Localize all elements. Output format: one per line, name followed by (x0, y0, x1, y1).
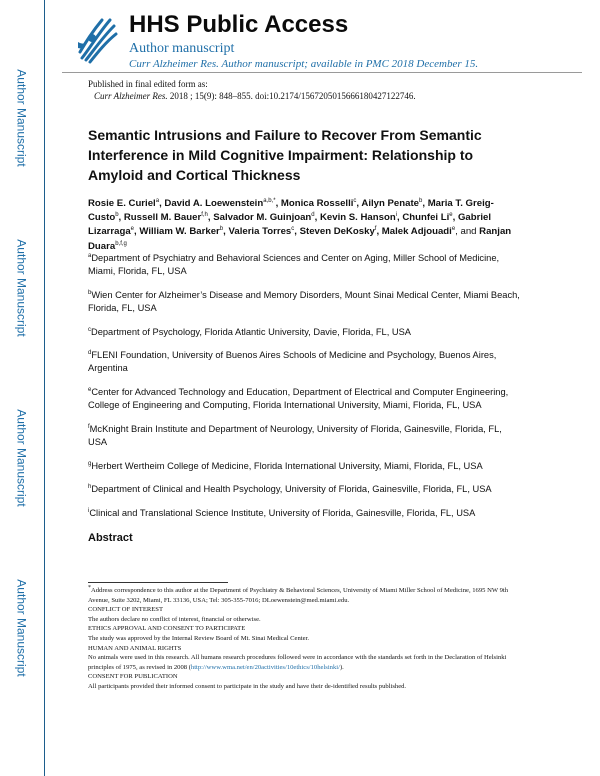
publication-info (88, 78, 416, 102)
author (300, 226, 377, 237)
affiliation (88, 326, 520, 339)
author-affiliation-sup: a,b,* (263, 197, 276, 204)
author-affiliation-sup: e (449, 212, 453, 219)
page-title: HHS Public Access (129, 11, 349, 38)
consent-text: All participants provided their informed consent to participate in the study and have their de-identified results published. (88, 682, 407, 690)
affiliation-text: Wien Center for Alzheimer’s Disease and Memory Disorders, Mount Sinai Medical Center, Miami Beach, Florida, FL, USA (88, 289, 520, 313)
human-rights-text: No animals were used in this research. All humans research procedures followed were in accordance with the standards set forth in the Declaration of Helsinki principles of 1975, as revised in 2008 ( (88, 654, 507, 671)
affiliation-sup: c (88, 326, 91, 333)
affiliation-sup: f (88, 423, 90, 430)
header-subtitle: Author manuscript (129, 41, 235, 56)
human-rights-text-end: ). (339, 663, 344, 671)
conflict-text: The authors declare no conflict of interest, financial or otherwise. (88, 615, 261, 623)
hhs-header (62, 8, 582, 74)
header-journal-line (129, 58, 478, 70)
affiliation (88, 349, 520, 375)
correspondence-text: Address correspondence to this author at the Department of Psychiatry & Behavioral Sciences, University of Miami Miller School of Medicine, 1695 NW 9th Avenue, Suite 3202, Miami, FL 33136, USA; Tel: 305-355-7016; DLoewenstein@med.miami.edu. (88, 587, 509, 604)
citation-details: 2018 ; 15(9): 848–855. doi:10.2174/1567205015666180427122746. (167, 91, 416, 101)
author-affiliation-sup: e (130, 226, 135, 233)
sidebar-label-text: Author Manuscript (15, 409, 30, 507)
affiliation (88, 386, 520, 412)
author (361, 198, 422, 209)
author-affiliation-sup: d (311, 212, 315, 219)
author-name: Valeria Torres (228, 226, 292, 238)
author (281, 198, 357, 209)
author-affiliation-sup: b (219, 226, 224, 233)
author-name: William W. Barker (139, 226, 220, 238)
sidebar-label (2, 58, 42, 178)
author-affiliation-sup: f,h (201, 212, 208, 219)
author (124, 212, 208, 223)
published-label: Published in final edited form as: (88, 79, 208, 89)
footnote-divider (88, 582, 228, 583)
author-affiliation-sup: i (395, 212, 398, 219)
article-title: Semantic Intrusions and Failure to Recover From Semantic Interference in Mild Cognitive Impairment: Relationship to Amyloid and Cortical Thickness (88, 127, 482, 183)
author-affiliation-sup: c (291, 226, 295, 233)
affiliation-sup: d (88, 350, 92, 357)
sidebar-label (2, 568, 42, 688)
affiliation-sup: g (88, 460, 92, 467)
header-divider (62, 72, 582, 73)
sidebar-label-text: Author Manuscript (15, 579, 30, 677)
affiliation-sup: b (88, 289, 92, 296)
author-name: Russell M. Bauer (123, 212, 202, 224)
correspondence-mark: * (88, 584, 91, 591)
sidebar-label (2, 228, 42, 348)
human-rights-heading: HUMAN AND ANIMAL RIGHTS (88, 644, 182, 652)
citation-journal: Curr Alzheimer Res. (94, 91, 168, 101)
author-name: Gabriel Lizarraga (88, 212, 492, 238)
sidebar-label (2, 398, 42, 518)
affiliation (88, 252, 520, 278)
affiliation-sup: h (88, 484, 92, 491)
sidebar-divider (44, 0, 45, 776)
author-name: Steven DeKosky (299, 226, 375, 238)
hhs-eagle-logo-icon (72, 12, 120, 66)
affiliation-sup: i (88, 507, 90, 514)
affiliation-text: Herbert Wertheim College of Medicine, Florida International University, Miami, Florida, FL, USA (91, 460, 483, 471)
affiliation-text: Department of Psychiatry and Behavioral Sciences and Center on Aging, Miller School of Medicine, Miami, Florida, FL, USA (88, 253, 500, 277)
consent-heading: CONSENT FOR PUBLICATION (88, 673, 178, 681)
ethics-heading: ETHICS APPROVAL AND CONSENT TO PARTICIPATE (88, 625, 246, 633)
author (382, 226, 455, 237)
author-name: Chunfei Li (402, 212, 450, 224)
affiliation-text: Department of Psychology, Florida Atlantic University, Davie, Florida, FL, USA (91, 326, 412, 337)
author (320, 212, 397, 223)
author (213, 212, 314, 223)
author-affiliation-sup: b,f,g (115, 240, 127, 247)
conflict-heading: CONFLICT OF INTEREST (88, 606, 163, 614)
author (164, 198, 275, 209)
ethics-text: The study was approved by the Internal Review Board of Mt. Sinai Medical Center. (88, 634, 310, 642)
affiliation-text: FLENI Foundation, University of Buenos Aires Schools of Medicine and Psychology, Buenos Aires, Argentina (88, 350, 497, 374)
affiliation-text: Clinical and Translational Science Institute, University of Florida, Gainesville, Florida, FL, USA (89, 507, 476, 518)
author (228, 226, 294, 237)
author-name: Ailyn Penate (361, 198, 419, 209)
author (88, 198, 159, 209)
sidebar-label-text: Author Manuscript (15, 69, 30, 167)
author-name: David A. Loewenstein (164, 198, 264, 209)
author-list: Rosie E. Curiel$^a$, David A. Loewenstein$^{a,b,*}$, Monica Rosselli$^c$, Ailyn Penate$^b$, Maria T. Greig-Custo$^b$, Russell M. Bauer$^{f,h}$, Salvador M. Guinjoan$^d$, Kevin S. Hanson$^i$, Chunfei Li$^e$, Gabriel Lizarraga$^e$, William W. Barker$^b$, Valeria Torres$^c$, Steven DeKosky$^f$, Malek Adjouadi$^e$, and Ranjan Duara$^{b,f,g}$ (88, 197, 512, 252)
author-affiliation-sup: f (374, 226, 377, 233)
sidebar-label-text: Author Manuscript (15, 239, 30, 337)
author-affiliation-sup: e (451, 226, 456, 233)
author-conjunction: , and (455, 226, 477, 238)
author-name: Malek Adjouadi (381, 226, 452, 238)
author-name: Rosie E. Curiel (88, 198, 156, 209)
author-affiliation-sup: b (115, 212, 119, 219)
citation (88, 90, 416, 102)
affiliation-text: Department of Clinical and Health Psychology, University of Florida, Gainesville, Florida, FL, USA (91, 484, 492, 495)
correspondence-note (88, 586, 520, 605)
affiliation-text: McKnight Brain Institute and Department of Neurology, University of Florida, Gainesville, Florida, FL, USA (88, 423, 502, 447)
author-name: Ranjan Duara (88, 226, 512, 252)
helsinki-link[interactable]: http://www.wma.net/en/20activities/10ethics/10helsinki/ (190, 663, 340, 671)
abstract-heading: Abstract (88, 532, 133, 544)
author-name: Kevin S. Hanson (319, 212, 396, 224)
author-manuscript-sidebar (0, 0, 44, 776)
author-name: Monica Rosselli (280, 198, 354, 209)
author-name: Maria T. Greig-Custo (88, 198, 494, 224)
author-name: Salvador M. Guinjoan (213, 212, 312, 224)
affiliation-sup: a (88, 252, 92, 259)
author-affiliation-sup: c (353, 197, 357, 204)
affiliation (88, 460, 520, 473)
affiliation (88, 289, 520, 315)
affiliation-sup: e (88, 386, 92, 393)
affiliation-list (88, 252, 520, 530)
author (402, 212, 452, 223)
footnotes (88, 586, 520, 692)
author (139, 226, 223, 237)
affiliation (88, 483, 520, 496)
author-affiliation-sup: b (419, 197, 423, 204)
affiliation (88, 507, 520, 520)
human-rights-note (88, 653, 520, 672)
author-affiliation-sup: a (155, 197, 160, 204)
header-journal-text: Curr Alzheimer Res. Author manuscript; available in PMC 2018 December 15. (129, 58, 479, 70)
affiliation (88, 423, 520, 449)
affiliation-text: Center for Advanced Technology and Education, Department of Electrical and Computer Engineering, College of Engineering and Computing, Florida International University, Miami, Florida, FL, USA (88, 386, 509, 411)
